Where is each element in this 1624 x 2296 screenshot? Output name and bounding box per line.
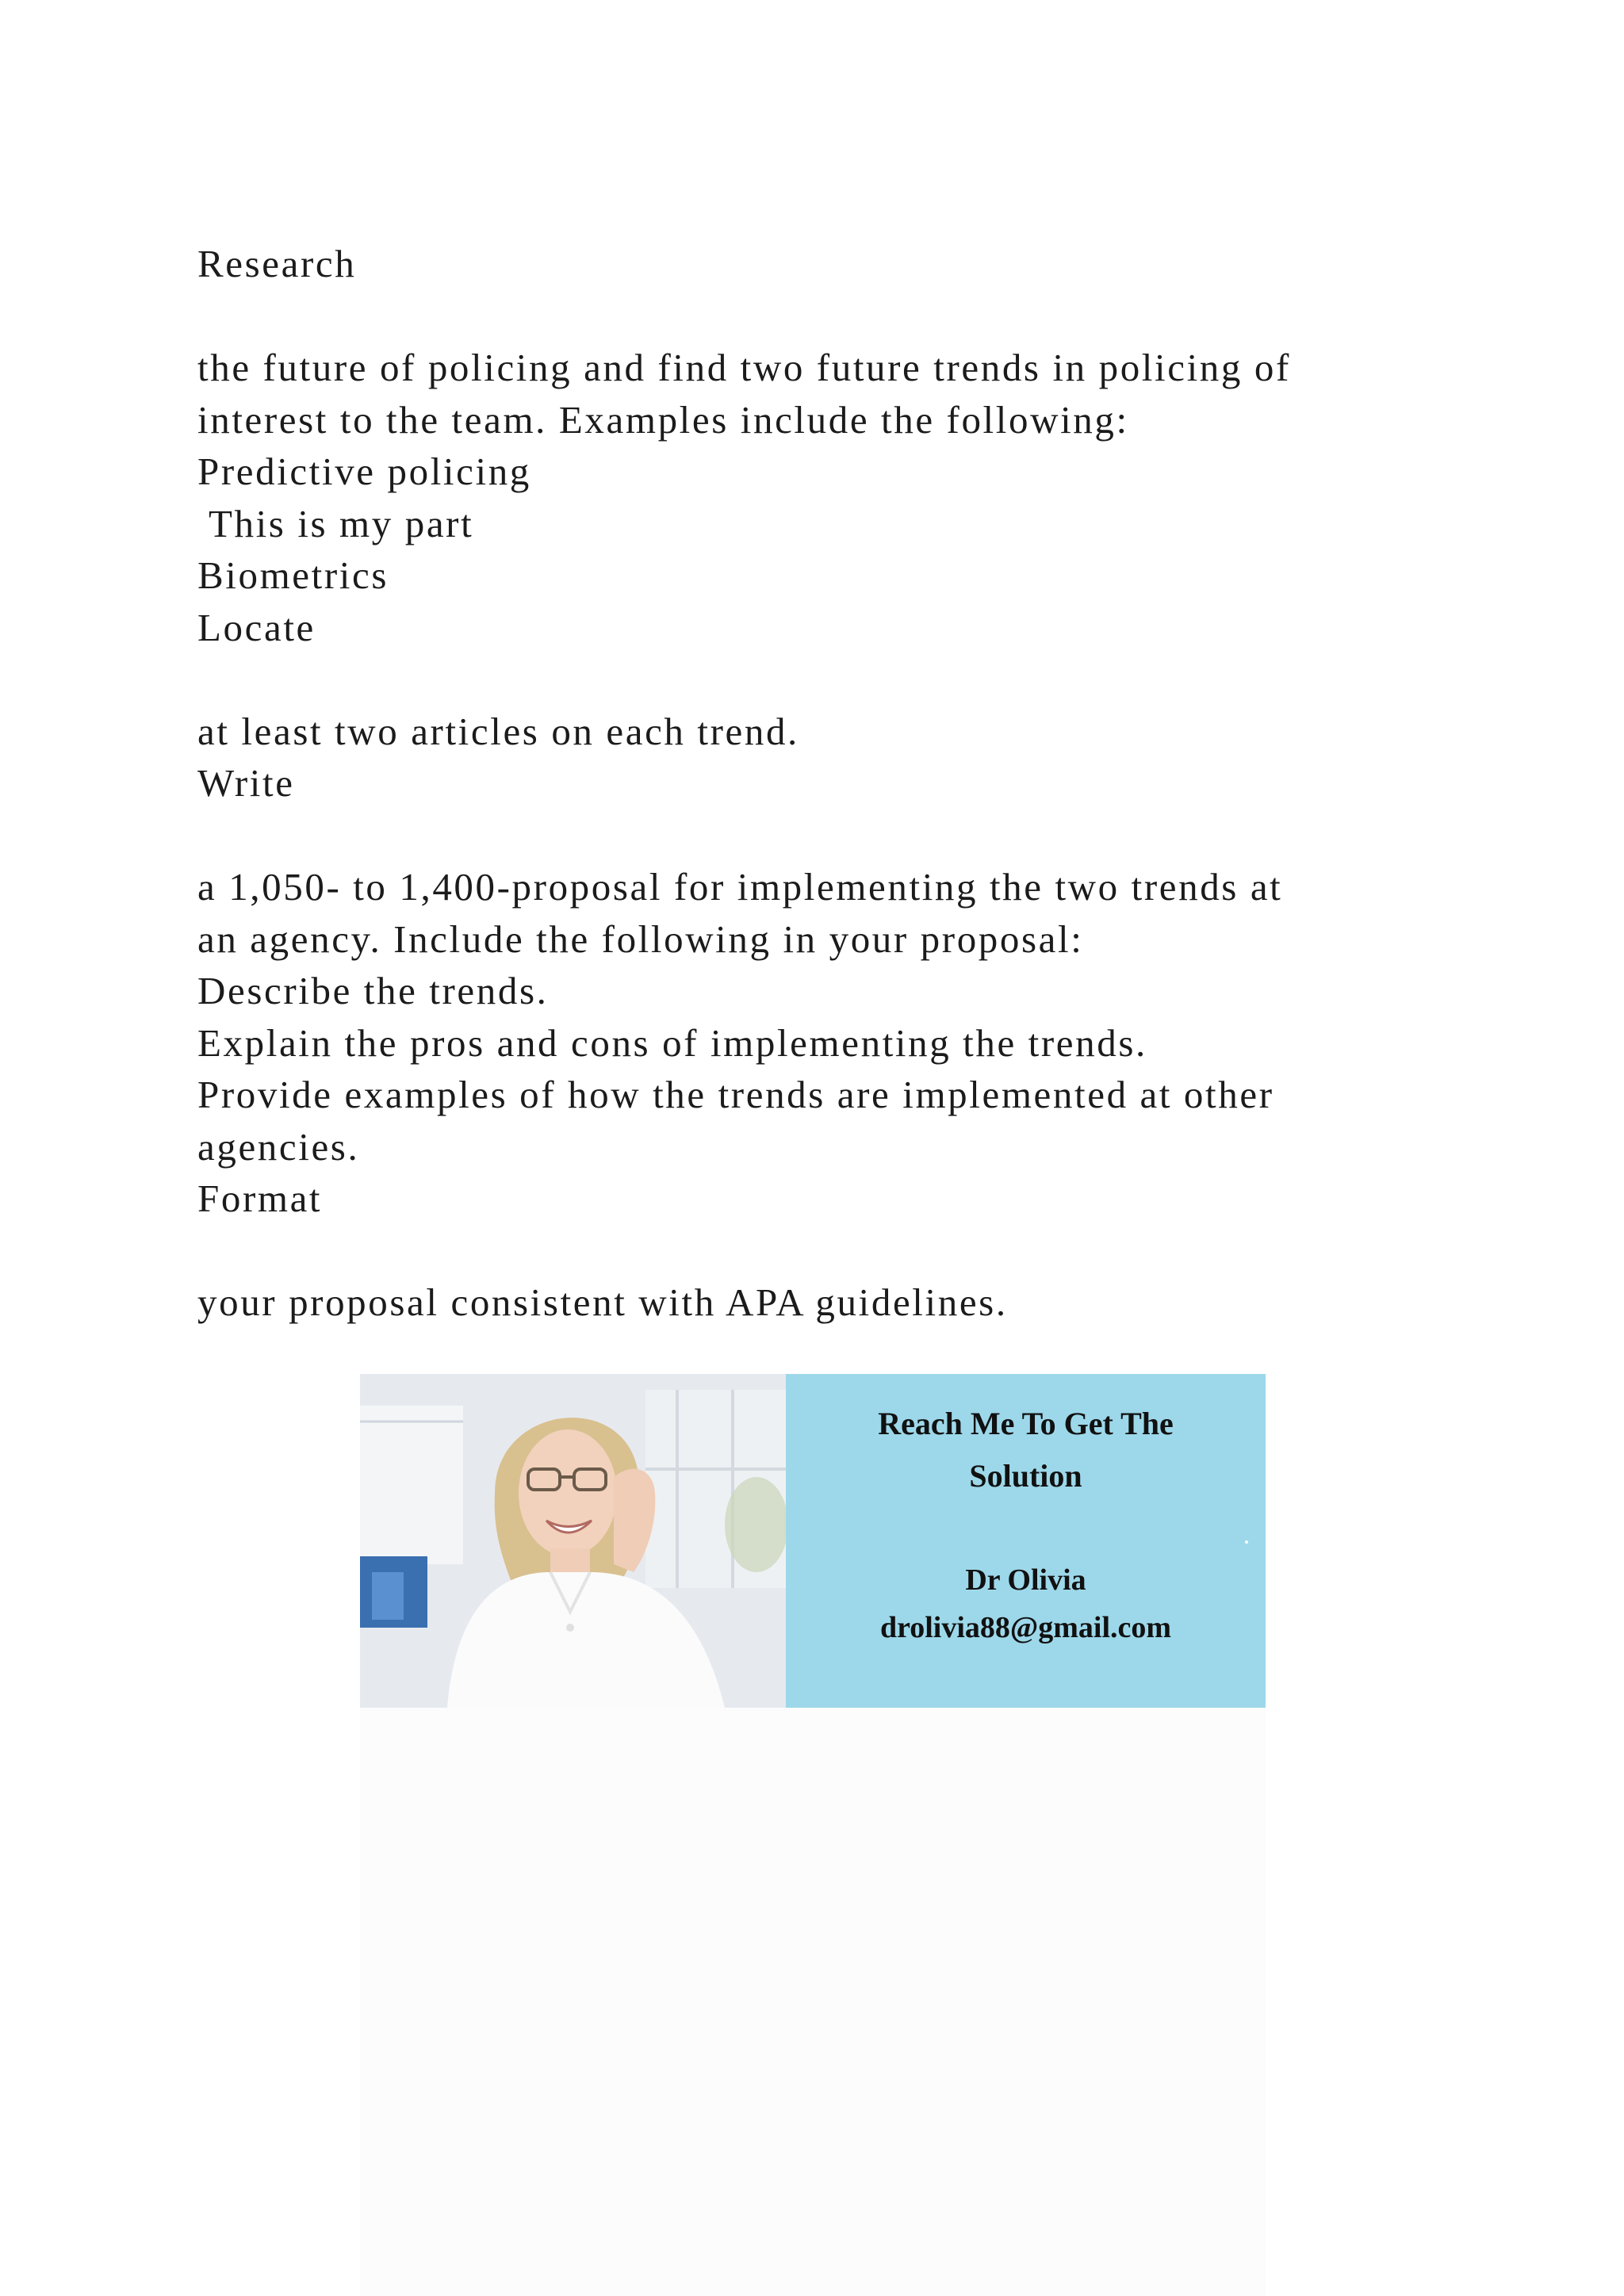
text-line: This is my part xyxy=(197,501,474,545)
text-line: Provide examples of how the trends are implemented at other xyxy=(197,1073,1274,1116)
text-line: Locate xyxy=(197,605,316,649)
contact-email: drolivia88@gmail.com xyxy=(879,1611,1172,1644)
headline-line-2: Solution xyxy=(969,1458,1082,1494)
text-line: interest to the team. Examples include the following: xyxy=(197,397,1129,442)
headline-line-1: Reach Me To Get The xyxy=(878,1406,1174,1441)
text-line: Write xyxy=(197,761,295,805)
text-line: Format xyxy=(197,1177,323,1220)
blank-line xyxy=(197,653,1466,706)
blank-line xyxy=(197,290,1466,342)
text-line: Biometrics xyxy=(197,553,389,597)
faded-background-panel xyxy=(360,1708,1266,2296)
text-line: your proposal consistent with APA guidelines. xyxy=(197,1280,1008,1324)
contact-name: Dr Olivia xyxy=(965,1563,1086,1597)
text-line: agencies. xyxy=(197,1124,360,1169)
text-line: Predictive policing xyxy=(197,450,531,493)
document-body xyxy=(197,238,1466,1329)
blank-line xyxy=(197,809,1466,862)
blank-line xyxy=(197,1225,1466,1277)
text-line: Explain the pros and cons of implementing the trends. xyxy=(197,1020,1147,1065)
dot-mark xyxy=(1245,1540,1248,1544)
text-line: at least two articles on each trend. xyxy=(197,709,799,753)
text-line: an agency. Include the following in your proposal: xyxy=(197,916,1084,961)
promo-headline xyxy=(786,1398,1266,1502)
text-line: Describe the trends. xyxy=(197,969,549,1012)
text-line: the future of policing and find two future trends in policing of xyxy=(197,346,1291,389)
promo-banner xyxy=(360,1374,1266,1708)
text-line: a 1,050- to 1,400-proposal for implementing the two trends at xyxy=(197,865,1283,909)
text-line: Research xyxy=(197,242,357,285)
woman-portrait-photo xyxy=(360,1374,786,1708)
contact-card xyxy=(786,1374,1266,1708)
